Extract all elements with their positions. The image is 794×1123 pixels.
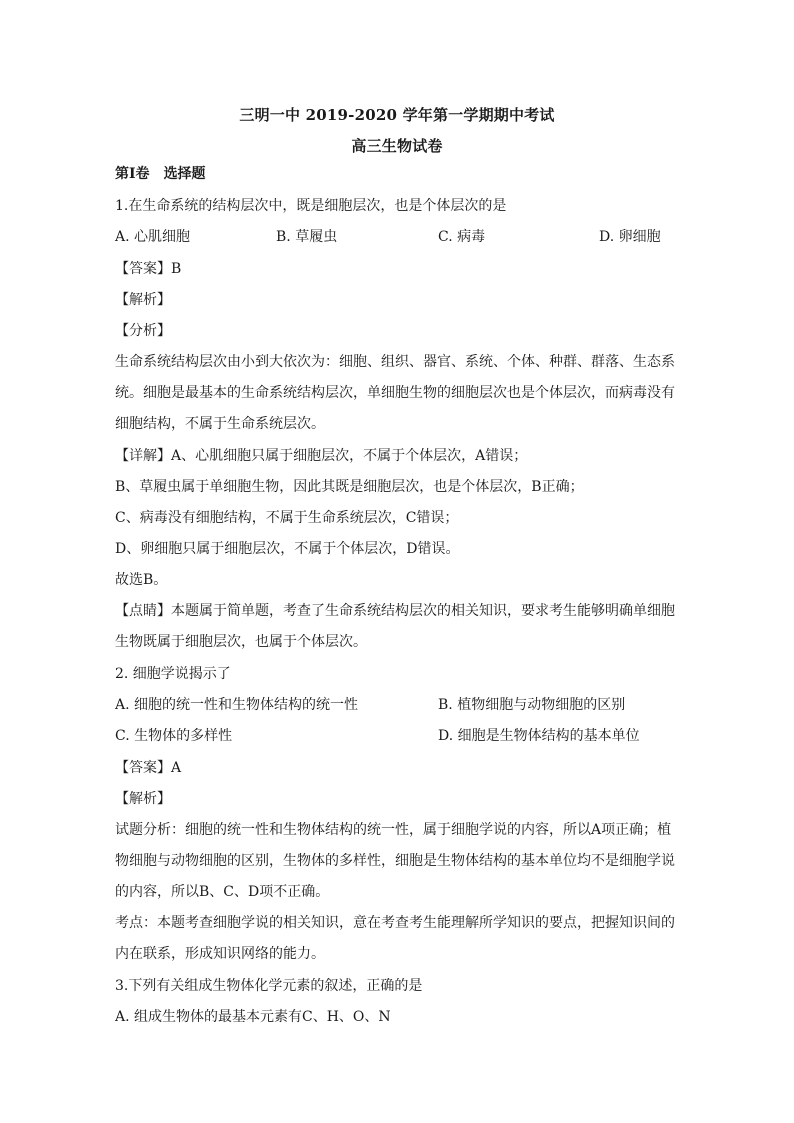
q2-option-c: C. 生物体的多样性 — [115, 728, 233, 744]
q1-dianjing-line: 生物既属于细胞层次，也属于个体层次。 — [115, 634, 367, 650]
q2-option-d: D. 细胞是生物体结构的基本单位 — [438, 728, 640, 744]
section-heading — [115, 164, 685, 184]
q2-analysis-line: 试题分析：细胞的统一性和生物体结构的统一性，属于细胞学说的内容，所以A项正确；植 — [115, 822, 672, 838]
q1-detail-line: B、草履虫属于单细胞生物，因此其既是细胞层次，也是个体层次，B正确； — [115, 479, 584, 495]
q1-analysis-line: 细胞结构，不属于生命系统层次。 — [115, 416, 325, 432]
q2-jiexi-heading: 【解析】 — [115, 791, 171, 807]
exam-title: 三明一中 2019-2020 学年第一学期期中考试 — [239, 106, 555, 124]
question-2-stem: 2. 细胞学说揭示了 — [115, 666, 231, 682]
q2-option-b: B. 植物细胞与动物细胞的区别 — [438, 697, 626, 713]
q1-detail-line: D、卵细胞只属于细胞层次，不属于个体层次，D错误。 — [115, 541, 460, 557]
section-label: 第Ⅰ卷 — [115, 166, 150, 182]
q1-analysis-line: 生命系统结构层次由小到大依次为：细胞、组织、器官、系统、个体、种群、群落、生态系 — [115, 354, 675, 370]
question-3-stem: 3.下列有关组成生物体化学元素的叙述，正确的是 — [115, 978, 423, 994]
q1-detail-line: C、病毒没有细胞结构，不属于生命系统层次，C错误； — [115, 510, 459, 526]
q1-answer: 【答案】B — [115, 261, 182, 277]
q2-analysis-line: 内在联系，形成知识网络的能力。 — [115, 946, 325, 962]
q1-detail-line: 【详解】A、心肌细胞只属于细胞层次，不属于个体层次，A错误； — [115, 448, 528, 464]
section-name: 选择题 — [163, 166, 206, 182]
q2-analysis-line: 的内容，所以B、C、D项不正确。 — [115, 884, 330, 900]
q1-option-a: A. 心肌细胞 — [115, 229, 191, 245]
q3-option-a: A. 组成生物体的最基本元素有C、H、O、N — [115, 1009, 391, 1025]
q2-analysis-line: 考点：本题考查细胞学说的相关知识，意在考查考生能理解所学知识的要点，把握知识间的 — [115, 915, 675, 931]
q1-option-d: D. 卵细胞 — [599, 229, 661, 245]
q2-answer: 【答案】A — [115, 760, 182, 776]
q2-option-a: A. 细胞的统一性和生物体结构的统一性 — [115, 697, 359, 713]
q1-jiexi-heading: 【解析】 — [115, 292, 171, 308]
exam-subtitle: 高三生物试卷 — [351, 137, 443, 155]
q1-option-b: B. 草履虫 — [276, 229, 338, 245]
q1-dianjing-line: 【点睛】本题属于简单题，考查了生命系统结构层次的相关知识，要求考生能够明确单细胞 — [115, 603, 675, 619]
q1-conclusion: 故选B。 — [115, 572, 168, 588]
question-1-stem: 1.在生命系统的结构层次中，既是细胞层次，也是个体层次的是 — [115, 198, 507, 214]
q1-fenxi-heading: 【分析】 — [115, 323, 171, 339]
q1-option-c: C. 病毒 — [438, 229, 486, 245]
q1-analysis-line: 统。细胞是最基本的生命系统结构层次，单细胞生物的细胞层次也是个体层次，而病毒没有 — [115, 385, 675, 401]
q2-analysis-line: 物细胞与动物细胞的区别，生物体的多样性，细胞是生物体结构的基本单位均不是细胞学说 — [115, 853, 675, 869]
